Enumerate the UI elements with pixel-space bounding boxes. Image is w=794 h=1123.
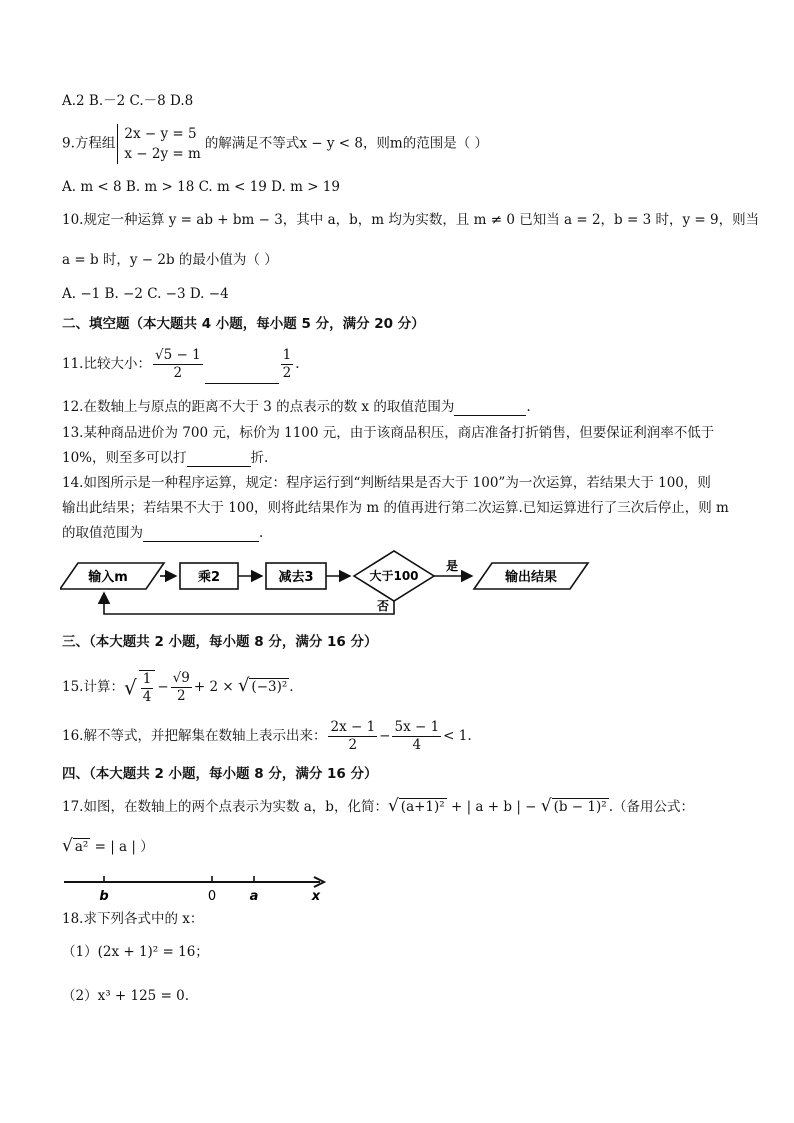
q17-formula-radicand: a² [74,839,89,855]
q16-frac-b [392,719,441,754]
q15-b-den: 2 [176,688,186,704]
q17-prefix: 17.如图，在数轴上的两个点表示为实数 a，b，化简： [62,799,388,815]
q11-frac1-num: √5 − 1 [154,347,201,363]
q17-expr1: (a+1)² [400,799,445,815]
section-3-heading: 三、（本大题共 2 小题，每小题 8 分，满分 16 分） [62,634,378,650]
q16-prefix: 16.解不等式，并把解集在数轴上表示出来： [62,728,327,744]
flow-yes-label: 是 [445,559,459,573]
q15-a-den: 4 [142,688,152,705]
q9-system [117,124,200,164]
q17-line2 [62,834,154,859]
q15-a-num: 1 [142,670,152,687]
q9-eq2: x − 2y = m [124,146,201,162]
q14-line2: 输出此结果；若结果不大于 100，则将此结果作为 m 的值再进行第二次运算.已知运算进行了三次后停止，则 m [62,500,729,516]
q16-end: < 1. [443,728,472,744]
q13-line2-prefix: 10%，则至多可以打 [62,450,187,466]
q8-options: A.2 B.－2 C.－8 D.8 [62,93,194,109]
q16-a-den: 2 [348,737,358,753]
q11-prefix: 11.比较大小： [62,356,151,372]
q17-sqrt-sign-2: √ [540,796,552,816]
label-a: a [249,889,259,904]
q14-line3-text: 的取值范围为 [62,525,143,541]
q11-frac1-den: 2 [173,365,183,381]
flow-input-label: 输入m [88,570,128,585]
q15-radicand: (−3)² [251,679,288,695]
q9-suffix: ，则m的范围是（ ） [362,135,489,152]
q14-flowchart [60,548,600,620]
q10-options: A. −1 B. −2 C. −3 D. −4 [62,286,229,302]
q11-frac2-num: 1 [282,347,292,363]
q16-a-num: 2x − 1 [330,719,376,735]
q16-frac-a [328,719,377,754]
q15-b-num: √9 [172,670,190,686]
q15-prefix: 15.计算： [62,679,124,695]
q9-ineq: x − y < 8 [299,135,363,152]
q9-options: A. m < 8 B. m > 18 C. m < 19 D. m > 19 [62,179,340,195]
q9-prefix: 9.方程组 [62,135,116,152]
q12-text: 12.在数轴上与原点的距离不大于 3 的点表示的数 x 的取值范围为 [62,399,455,415]
q10-line1: 10.规定一种运算 y = ab + bm − 3，其中 a，b，m 均为实数，且 m ≠ 0 已知当 a = 2，b = 3 时，y = 9，则当 [62,212,760,228]
q15-minus: − [157,679,169,695]
q16-b-den: 4 [412,737,422,753]
q11-answer-blank[interactable] [205,369,279,384]
q17-formula-rest: = | a | ） [90,839,154,855]
q17-sqrt-sign-3: √ [62,836,73,856]
q17-sqrt-sign-1: √ [387,796,399,816]
q11-end: . [295,356,300,372]
flow-no-loop-arrow [104,593,394,614]
q18-title: 18.求下列各式中的 x： [62,911,204,927]
label-b: b [99,889,109,904]
q13-line1: 13.某种商品进价为 700 元，标价为 1100 元，由于该商品积压，商店准备打折销售，但要保证利润率不低于 [62,425,715,441]
q17-expr2: (b − 1)² [553,799,607,815]
q16-b-num: 5x − 1 [394,719,440,735]
q14-answer-blank[interactable] [143,527,259,542]
q17-mid: + | a + b | − [446,799,541,815]
q13-line2-suffix: 折. [250,450,269,466]
q17-line1 [62,794,694,819]
q11-frac2 [281,347,294,382]
q14-line3 [62,524,263,542]
q13-line2 [62,449,268,467]
q11-frac1 [153,347,203,382]
q15-end: . [289,679,294,695]
label-x: x [311,889,321,904]
q18-part1: （1）(2x + 1)² = 16； [62,944,209,960]
q15-tail: + 2 × [193,679,238,695]
q16-question [62,716,472,756]
q12-question [62,398,531,416]
q15-sqrt-sign-1: √ [123,675,137,700]
q9-eq1: 2x − y = 5 [124,126,197,142]
q14-end: . [259,525,264,541]
q11-question [62,344,300,384]
q14-line1: 14.如图所示是一种程序运算，规定：程序运行到“判断结果是否大于 100”为一次运算，若结果大于 100，则 [62,475,711,491]
q18-part2: （2）x³ + 125 = 0. [62,988,190,1004]
flow-output-label: 输出结果 [504,570,558,585]
q10-line2: a = b 时，y − 2b 的最小值为（ ） [62,252,278,268]
flow-step2-label: 减去3 [278,570,314,585]
q15-sqrt-sign-2: √ [237,675,250,696]
q15-frac-a [139,670,156,706]
q9-middle: 的解满足不等式 [204,135,300,152]
q15-question [62,664,294,710]
section-4-heading: 四、（本大题共 2 小题，每小题 8 分，满分 16 分） [62,766,378,782]
q15-frac-b [171,670,192,705]
flow-decision-label: 大于100 [369,569,419,583]
q11-frac2-den: 2 [282,365,292,381]
flow-step1-label: 乘2 [197,570,221,585]
q16-minus: − [379,728,391,744]
q17-suffix: .（备用公式： [608,799,694,815]
q12-answer-blank[interactable] [454,401,526,416]
section-2-heading: 二、填空题（本大题共 4 小题，每小题 5 分，满分 20 分） [62,316,425,332]
q13-answer-blank[interactable] [187,452,251,467]
q17-number-line [62,870,332,906]
label-zero: 0 [207,889,217,904]
q9-question [62,124,488,164]
q12-end: . [526,399,531,415]
flow-no-label: 否 [376,599,390,613]
